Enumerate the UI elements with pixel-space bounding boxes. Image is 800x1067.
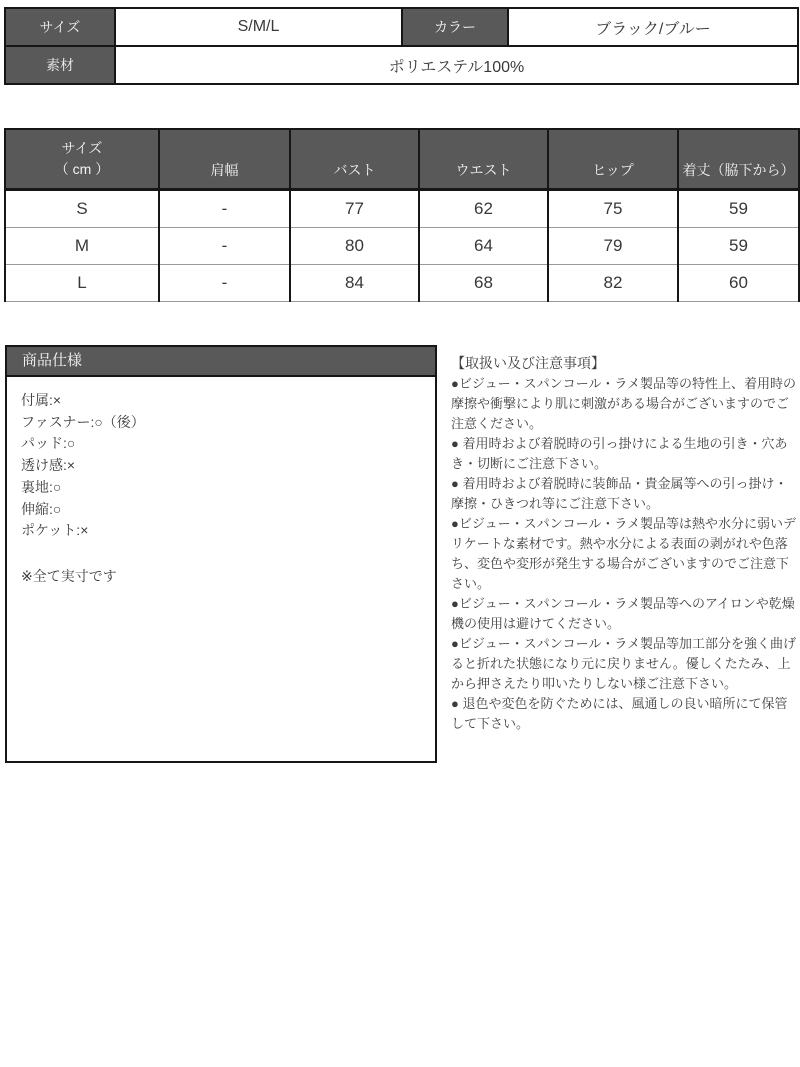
size-value-cell: S/M/L [115, 8, 402, 46]
spec-item-pocket: ポケット:× [21, 522, 89, 539]
size-chart-header-row [5, 129, 799, 190]
size-row-l-hip: 82 [548, 265, 678, 302]
size-row-s-waist: 62 [419, 190, 548, 228]
size-row-l-waist: 68 [419, 265, 548, 302]
spec-item-lining: 裏地:○ [21, 478, 62, 495]
size-row-s [5, 190, 799, 228]
handling-notes-panel [451, 353, 797, 734]
product-spec-title: 商品仕様 [7, 347, 435, 377]
spec-measurement-note: ※全て実寸です [21, 567, 117, 584]
waist-header-cell: ウエスト [419, 129, 548, 190]
size-row-s-shoulder: - [159, 190, 290, 228]
size-row-s-hip: 75 [548, 190, 678, 228]
size-row-l-label: L [5, 265, 159, 302]
handling-note-7: ● 退色や変色を防ぐためには、風通しの良い暗所にて保管して下さい。 [451, 696, 788, 731]
size-row-m-waist: 64 [419, 228, 548, 265]
material-label-cell: 素材 [5, 46, 115, 84]
size-row-s-bust: 77 [290, 190, 419, 228]
info-row-size-color [5, 8, 798, 46]
size-row-m [5, 228, 799, 265]
shoulder-header-cell: 肩幅 [159, 129, 290, 190]
handling-note-6: ●ビジュー・スパンコール・ラメ製品等加工部分を強く曲げると折れた状態になり元に戻りません。優しくたたみ、上から押さえたり叩いたりしない様ご注意下さい。 [451, 636, 796, 691]
size-row-l-bust: 84 [290, 265, 419, 302]
size-row-m-shoulder: - [159, 228, 290, 265]
bust-header-cell: バスト [290, 129, 419, 190]
product-spec-list [7, 377, 435, 601]
size-header-line1: サイズ [61, 140, 103, 156]
size-row-m-length: 59 [678, 228, 799, 265]
handling-note-4: ●ビジュー・スパンコール・ラメ製品等は熱や水分に弱いデリケートな素材です。熱や水分による表面の剥がれや色落ち、変色や変形が発生する場合がございますのでご注意下さい。 [451, 516, 796, 591]
material-value-cell: ポリエステル100% [115, 46, 798, 84]
handling-note-2: ● 着用時および着脱時の引っ掛けによる生地の引き・穴あき・切断にご注意下さい。 [451, 436, 788, 471]
handling-note-5: ●ビジュー・スパンコール・ラメ製品等へのアイロンや乾燥機の使用は避けてください。 [451, 596, 795, 631]
handling-note-3: ● 着用時および着脱時に装飾品・貴金属等への引っ掛け・摩擦・ひきつれ等にご注意下さい。 [451, 476, 788, 511]
size-row-s-length: 59 [678, 190, 799, 228]
spec-item-accessory: 付属:× [21, 392, 62, 408]
hip-header-cell: ヒップ [548, 129, 678, 190]
spec-item-stretch: 伸縮:○ [21, 500, 62, 517]
size-label-cell: サイズ [5, 8, 115, 46]
size-header-line2: （ cm ） [54, 161, 110, 177]
size-row-m-hip: 79 [548, 228, 678, 265]
length-header-cell: 着丈（脇下から） [678, 129, 799, 190]
size-row-l [5, 265, 799, 302]
spec-item-pad: パッド:○ [21, 435, 76, 452]
size-row-s-label: S [5, 190, 159, 228]
size-row-l-length: 60 [678, 265, 799, 302]
size-row-l-shoulder: - [159, 265, 290, 302]
info-row-material [5, 46, 798, 84]
size-cm-header-cell [5, 129, 159, 190]
product-spec-box [5, 345, 437, 763]
color-label-cell: カラー [402, 8, 508, 46]
color-value-cell: ブラック/ブルー [508, 8, 798, 46]
handling-note-1: ●ビジュー・スパンコール・ラメ製品等の特性上、着用時の摩擦や衝撃により肌に刺激がある場合がございますのでご注意ください。 [451, 376, 796, 431]
info-table [4, 7, 799, 85]
handling-notes-title: 【取扱い及び注意事項】 [451, 355, 605, 371]
size-row-m-bust: 80 [290, 228, 419, 265]
size-row-m-label: M [5, 228, 159, 265]
spec-item-fastener: ファスナー:○（後） [21, 413, 145, 430]
spec-item-sheerness: 透け感:× [21, 457, 76, 474]
size-chart-table [4, 128, 800, 302]
